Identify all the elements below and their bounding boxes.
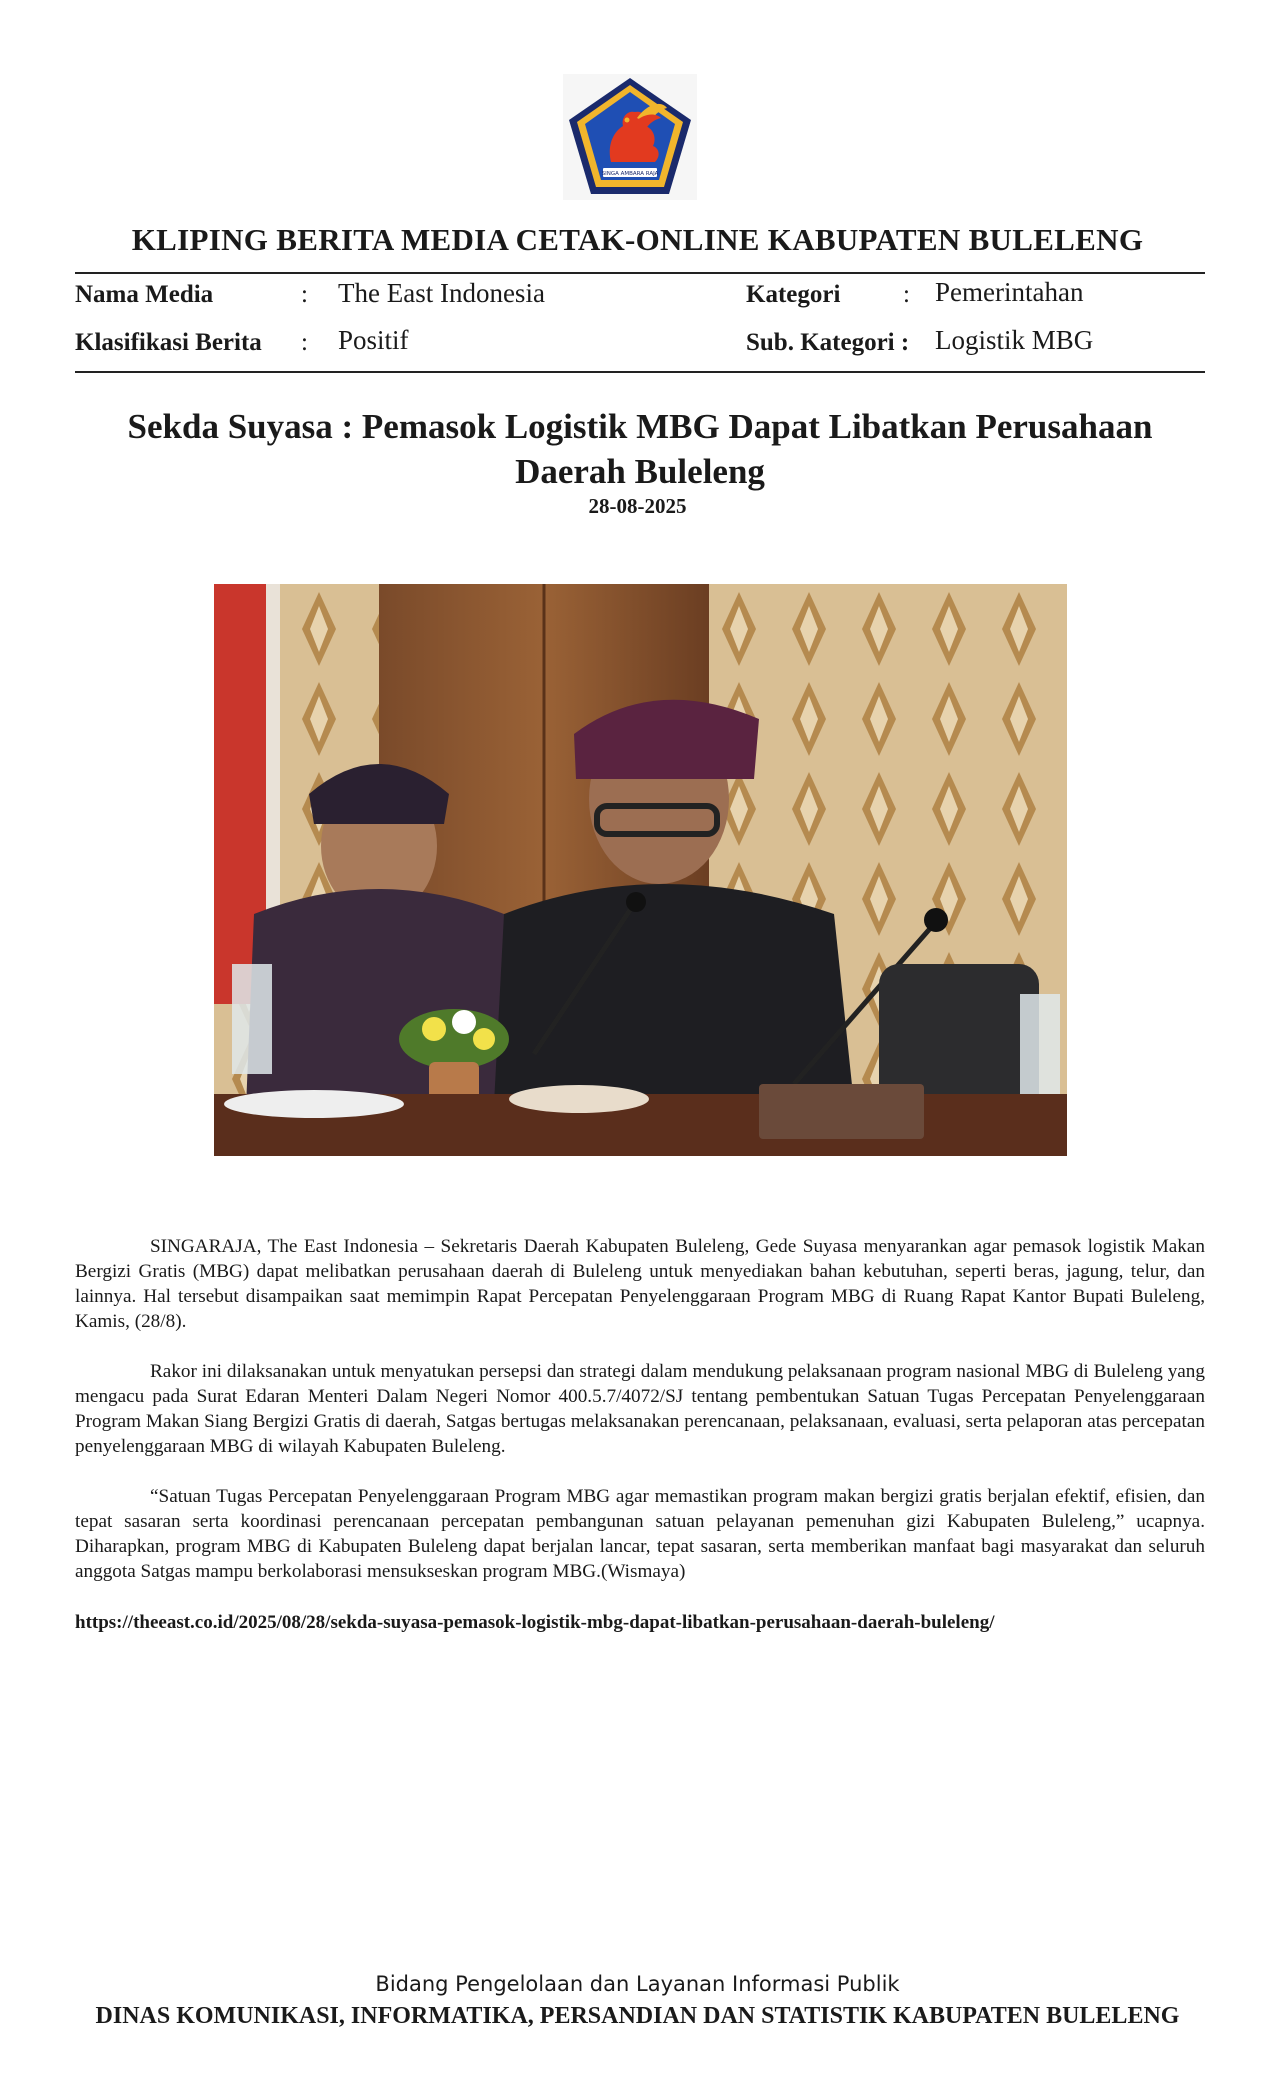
nama-media-label: Nama Media — [75, 281, 214, 308]
article-paragraph-2: Rakor ini dilaksanakan untuk menyatukan persepsi dan strategi dalam mendukung pelaksanaan program nasional MBG di Buleleng yang mengacu pada Surat Edaran Menteri Dalam Negeri Nomor 400.5.7/4072/SJ tentang pembentukan Satuan Tugas Percepatan Penyelenggaraan Program Makan Siang Bergizi Gratis di daerah, Satgas bertugas melaksanakan perencanaan, pelaksanaan, evaluasi, serta pelaporan atas percepatan penyelenggaraan MBG di wilayah Kabupaten Buleleng. — [75, 1361, 1205, 1457]
sub-kategori-label: Sub. Kategori : — [746, 329, 910, 356]
kategori-label: Kategori — [746, 281, 841, 308]
article-paragraph-1: SINGARAJA, The East Indonesia – Sekretaris Daerah Kabupaten Buleleng, Gede Suyasa menyarankan agar pemasok logistik Makan Bergizi Gratis (MBG) dapat melibatkan perusahaan daerah di Buleleng untuk menyediakan bahan kebutuhan, seperti beras, jagung, telur, dan lainnya. Hal tersebut disampaikan saat memimpin Rapat Percepatan Penyelenggaraan Program MBG di Ruang Rapat Kantor Bupati Buleleng, Kamis, (28/8). — [75, 1236, 1205, 1332]
singa-ambara-raja-emblem-icon — [563, 74, 697, 200]
article-title — [75, 404, 1205, 494]
svg-text:SINGA AMBARA RAJA: SINGA AMBARA RAJA — [601, 171, 659, 177]
document-header-title: KLIPING BERITA MEDIA CETAK-ONLINE KABUPATEN BULELENG — [131, 222, 1144, 257]
sub-kategori-value: Logistik MBG — [935, 325, 1094, 355]
article-photo — [214, 584, 1067, 1156]
article-title-line-2: Daerah Buleleng — [515, 452, 765, 491]
kategori-colon: : — [903, 281, 910, 308]
article-body — [75, 1234, 1205, 1609]
article-paragraph-3: “Satuan Tugas Percepatan Penyelenggaraan Program MBG agar memastikan program makan bergizi gratis berjalan efektif, efisien, dan tepat sasaran serta koordinasi perencanaan percepatan pembangunan satuan pelayanan pemenuhan gizi Kabupaten Buleleng,” ucapnya. Diharapkan, program MBG di Kabupaten Buleleng dapat berjalan lancar, tepat sasaran, serta memberikan manfaat bagi masyarakat dan seluruh anggota Satgas mampu berkolaborasi mensukseskan program MBG.(Wismaya) — [75, 1486, 1205, 1582]
nama-media-value: The East Indonesia — [338, 278, 545, 308]
footer-department: Bidang Pengelolaan dan Layanan Informasi Publik — [375, 1972, 900, 1996]
footer-agency: DINAS KOMUNIKASI, INFORMATIKA, PERSANDIAN DAN STATISTIK KABUPATEN BULELENG — [95, 2003, 1180, 2029]
buleleng-regency-logo — [563, 74, 697, 200]
header-divider-top — [75, 272, 1205, 274]
source-url-link[interactable]: https://theeast.co.id/2025/08/28/sekda-suyasa-pemasok-logistik-mbg-dapat-libatkan-perusahaan-daerah-buleleng/ — [75, 1612, 995, 1633]
klasifikasi-berita-value: Positif — [338, 325, 409, 355]
klasifikasi-berita-colon: : — [301, 329, 308, 356]
article-title-line-1: Sekda Suyasa : Pemasok Logistik MBG Dapat Libatkan Perusahaan — [127, 407, 1153, 446]
article-date: 28-08-2025 — [588, 494, 687, 518]
meeting-photo-illustration — [214, 584, 1067, 1156]
header-divider-bottom — [75, 371, 1205, 373]
klasifikasi-berita-label: Klasifikasi Berita — [75, 329, 262, 356]
kategori-value: Pemerintahan — [935, 277, 1084, 307]
nama-media-colon: : — [301, 281, 308, 308]
